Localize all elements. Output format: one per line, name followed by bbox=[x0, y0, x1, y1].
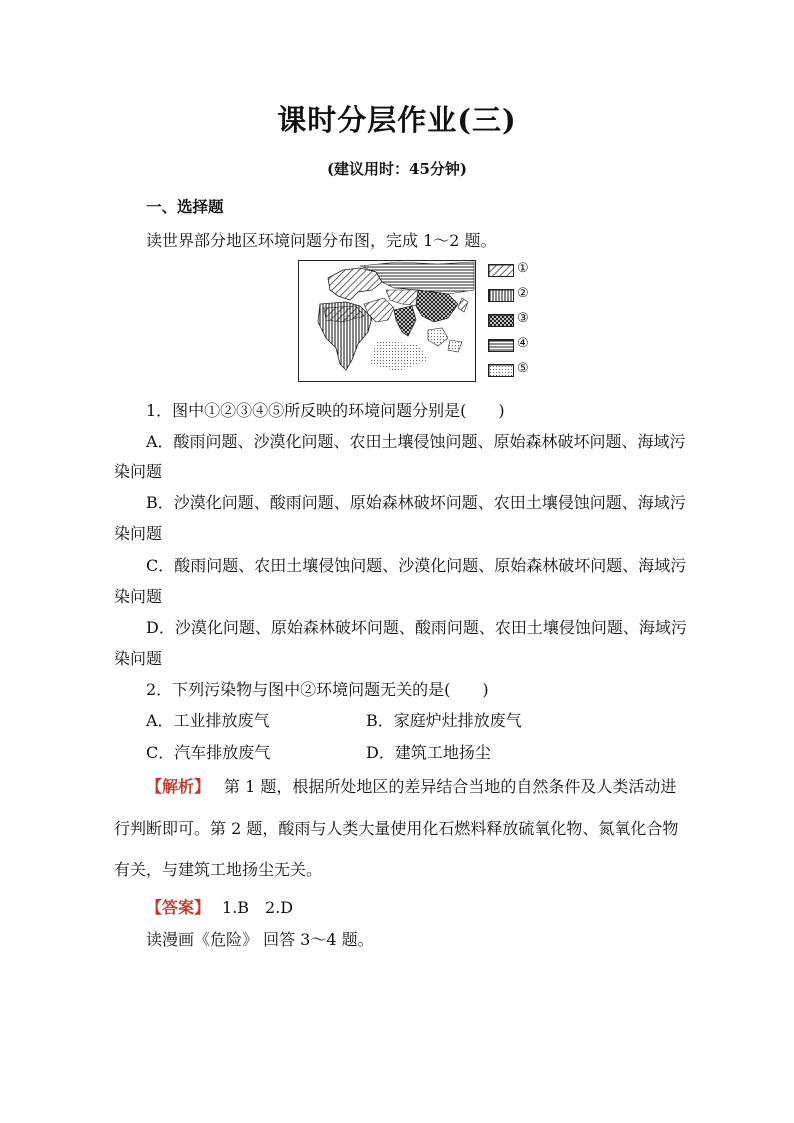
q2-option-a: A．工业排放废气 bbox=[146, 711, 270, 730]
legend-label: ② bbox=[517, 286, 529, 301]
q1-option-a: A．酸雨问题、沙漠化问题、农田土壤侵蚀问题、原始森林破坏问题、海域污 bbox=[146, 432, 686, 451]
legend-swatch-vertical bbox=[488, 289, 514, 302]
q2-option-d: D．建筑工地扬尘 bbox=[366, 743, 491, 762]
legend-label: ④ bbox=[517, 336, 529, 351]
legend-swatch-hatch bbox=[488, 264, 514, 277]
legend-swatch-horizontal bbox=[488, 339, 514, 352]
analysis-line-3: 有关，与建筑工地扬尘无关。 bbox=[114, 860, 323, 879]
q1-option-a-cont: 染问题 bbox=[114, 462, 163, 481]
map-intro: 读世界部分地区环境问题分布图，完成 1～2 题。 bbox=[146, 231, 497, 250]
analysis-line-1 bbox=[146, 774, 676, 797]
analysis-line-2: 行判断即可。第 2 题，酸雨与人类大量使用化石燃料释放硫氧化物、氮氧化合物 bbox=[114, 819, 679, 838]
map-drawing bbox=[298, 260, 476, 382]
answer-tag: 【答案】 bbox=[146, 898, 211, 917]
section-heading: 一、选择题 bbox=[146, 197, 224, 216]
analysis-text-1: 第 1 题，根据所处地区的差异结合当地的自然条件及人类活动进 bbox=[224, 777, 677, 796]
page-title: 课时分层作业(三) bbox=[277, 103, 517, 137]
environment-map bbox=[298, 260, 476, 382]
q2-option-c: C．汽车排放废气 bbox=[146, 743, 271, 762]
legend-label: ③ bbox=[517, 311, 529, 326]
legend-label: ⑤ bbox=[517, 361, 529, 376]
q1-option-b: B．沙漠化问题、酸雨问题、原始森林破坏问题、农田土壤侵蚀问题、海域污 bbox=[146, 493, 686, 512]
q1-option-c-cont: 染问题 bbox=[114, 587, 163, 606]
next-instruction: 读漫画《危险》 回答 3～4 题。 bbox=[146, 930, 374, 949]
q2-option-b: B．家庭炉灶排放废气 bbox=[366, 711, 522, 730]
answer-line bbox=[146, 895, 293, 918]
legend-label: ① bbox=[517, 261, 529, 276]
time-suggestion: (建议用时：45分钟) bbox=[326, 160, 468, 178]
legend-swatch-cross bbox=[488, 314, 514, 327]
question-2-stem: 2．下列污染物与图中②环境问题无关的是( ) bbox=[146, 680, 489, 699]
question-1-stem: 1．图中①②③④⑤所反映的环境问题分别是( ) bbox=[146, 401, 505, 420]
q1-option-b-cont: 染问题 bbox=[114, 524, 163, 543]
q1-option-c: C．酸雨问题、农田土壤侵蚀问题、沙漠化问题、原始森林破坏问题、海域污 bbox=[146, 556, 687, 575]
legend-swatch-dots bbox=[488, 364, 514, 377]
analysis-tag: 【解析】 bbox=[146, 777, 211, 796]
q1-option-d: D．沙漠化问题、原始森林破坏问题、酸雨问题、农田土壤侵蚀问题、海域污 bbox=[146, 618, 687, 637]
answer-text: 1.B 2.D bbox=[222, 898, 294, 917]
q1-option-d-cont: 染问题 bbox=[114, 649, 163, 668]
